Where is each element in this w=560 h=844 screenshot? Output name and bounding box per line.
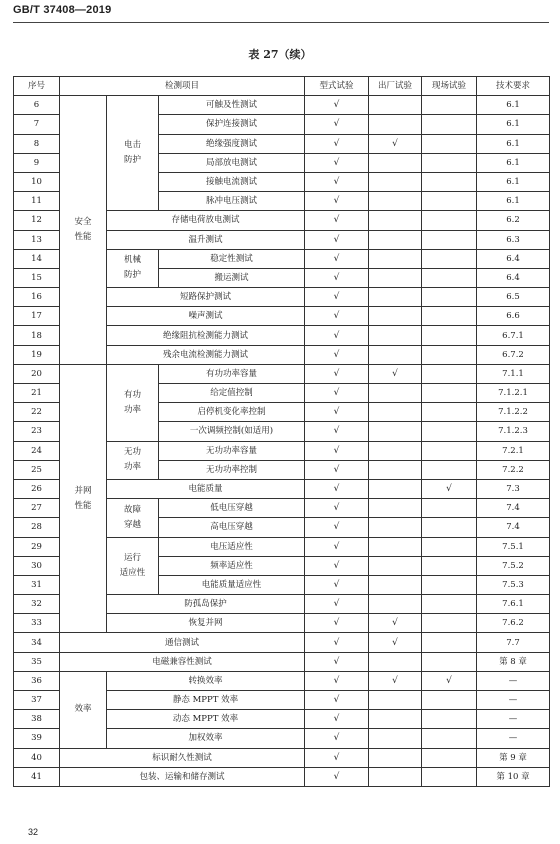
tech-requirement: 6.1 [477,96,550,115]
subgroup-label: 无功 功率 [107,441,159,479]
tech-requirement: 6.4 [477,268,550,287]
type-test-mark: √ [305,422,369,441]
test-item: 电压适应性 [159,537,305,556]
test-item: 转换效率 [107,671,305,690]
type-test-mark: √ [305,172,369,191]
factory-test-mark: √ [369,633,422,652]
test-item: 保护连接测试 [159,115,305,134]
factory-test-mark [369,729,422,748]
tech-requirement: 6.1 [477,172,550,191]
test-item: 通信测试 [60,633,305,652]
type-test-mark: √ [305,614,369,633]
tech-requirement: 6.3 [477,230,550,249]
factory-test-mark [369,268,422,287]
factory-test-mark [369,230,422,249]
test-items-table [13,76,550,787]
tech-requirement: 7.6.1 [477,595,550,614]
test-item: 残余电流检测能力测试 [107,345,305,364]
table-row [14,364,550,383]
field-test-mark [422,364,477,383]
row-number: 9 [14,153,60,172]
field-test-mark [422,153,477,172]
field-test-mark [422,499,477,518]
tech-requirement: 6.1 [477,192,550,211]
group-label: 效率 [60,671,107,748]
tech-requirement: 7.1.2.3 [477,422,550,441]
subgroup-label: 机械 防护 [107,249,159,287]
type-test-mark: √ [305,384,369,403]
factory-test-mark [369,441,422,460]
type-test-mark: √ [305,537,369,556]
type-test-mark: √ [305,307,369,326]
factory-test-mark: √ [369,614,422,633]
row-number: 15 [14,268,60,287]
field-test-mark [422,172,477,191]
field-test-mark [422,460,477,479]
field-test-mark [422,384,477,403]
field-test-mark [422,249,477,268]
factory-test-mark [369,691,422,710]
test-item: 电磁兼容性测试 [60,652,305,671]
test-item: 恢复并网 [107,614,305,633]
col-header-type-test: 型式试验 [305,77,369,96]
tech-requirement: — [477,729,550,748]
factory-test-mark [369,710,422,729]
tech-requirement: 第 9 章 [477,748,550,767]
row-number: 17 [14,307,60,326]
factory-test-mark [369,249,422,268]
type-test-mark: √ [305,518,369,537]
field-test-mark [422,710,477,729]
row-number: 29 [14,537,60,556]
type-test-mark: √ [305,633,369,652]
type-test-mark: √ [305,748,369,767]
factory-test-mark [369,307,422,326]
factory-test-mark [369,326,422,345]
type-test-mark: √ [305,575,369,594]
tech-requirement: 第 10 章 [477,767,550,786]
row-number: 23 [14,422,60,441]
test-item: 给定值控制 [159,384,305,403]
tech-requirement: 6.1 [477,134,550,153]
factory-test-mark: √ [369,134,422,153]
type-test-mark: √ [305,499,369,518]
factory-test-mark [369,172,422,191]
field-test-mark [422,115,477,134]
col-header-factory-test: 出厂试验 [369,77,422,96]
type-test-mark: √ [305,364,369,383]
field-test-mark [422,403,477,422]
test-item: 噪声测试 [107,307,305,326]
group-label: 安全 性能 [60,96,107,365]
subgroup-label: 故障 穿越 [107,499,159,537]
row-number: 35 [14,652,60,671]
type-test-mark: √ [305,691,369,710]
field-test-mark [422,422,477,441]
tech-requirement: 6.2 [477,211,550,230]
row-number: 30 [14,556,60,575]
factory-test-mark [369,192,422,211]
table-row [14,96,550,115]
tech-requirement: 6.5 [477,288,550,307]
tech-requirement: 7.3 [477,479,550,498]
field-test-mark [422,748,477,767]
field-test-mark [422,595,477,614]
test-item: 脉冲电压测试 [159,192,305,211]
factory-test-mark [369,595,422,614]
row-number: 20 [14,364,60,383]
type-test-mark: √ [305,479,369,498]
tech-requirement: 7.5.3 [477,575,550,594]
field-test-mark: √ [422,671,477,690]
row-number: 31 [14,575,60,594]
test-item: 高电压穿越 [159,518,305,537]
row-number: 33 [14,614,60,633]
field-test-mark [422,211,477,230]
row-number: 32 [14,595,60,614]
tech-requirement: — [477,671,550,690]
factory-test-mark: √ [369,364,422,383]
col-header-tech-req: 技术要求 [477,77,550,96]
test-item: 电能质量适应性 [159,575,305,594]
factory-test-mark [369,211,422,230]
field-test-mark [422,767,477,786]
row-number: 10 [14,172,60,191]
row-number: 34 [14,633,60,652]
row-number: 11 [14,192,60,211]
type-test-mark: √ [305,652,369,671]
tech-requirement: 7.5.1 [477,537,550,556]
standard-code: GB/T 37408—2019 [13,4,112,16]
table-caption: 表 27（续） [248,48,312,61]
row-number: 36 [14,671,60,690]
field-test-mark [422,518,477,537]
type-test-mark: √ [305,767,369,786]
test-item: 无功功率控制 [159,460,305,479]
factory-test-mark [369,153,422,172]
field-test-mark [422,326,477,345]
field-test-mark [422,134,477,153]
subgroup-label: 运行 适应性 [107,537,159,595]
test-item: 低电压穿越 [159,499,305,518]
field-test-mark [422,192,477,211]
factory-test-mark [369,460,422,479]
factory-test-mark [369,96,422,115]
row-number: 25 [14,460,60,479]
test-item: 有功功率容量 [159,364,305,383]
type-test-mark: √ [305,441,369,460]
field-test-mark [422,307,477,326]
header-row [14,77,550,96]
field-test-mark: √ [422,479,477,498]
test-item: 防孤岛保护 [107,595,305,614]
test-item: 标识耐久性测试 [60,748,305,767]
row-number: 26 [14,479,60,498]
tech-requirement: 7.7 [477,633,550,652]
type-test-mark: √ [305,595,369,614]
row-number: 8 [14,134,60,153]
test-item: 局部放电测试 [159,153,305,172]
field-test-mark [422,729,477,748]
row-number: 19 [14,345,60,364]
row-number: 39 [14,729,60,748]
test-item: 稳定性测试 [159,249,305,268]
type-test-mark: √ [305,268,369,287]
row-number: 40 [14,748,60,767]
col-header-item: 检测项目 [60,77,305,96]
type-test-mark: √ [305,729,369,748]
row-number: 7 [14,115,60,134]
tech-requirement: 6.7.2 [477,345,550,364]
type-test-mark: √ [305,710,369,729]
test-item: 可触及性测试 [159,96,305,115]
test-item: 搬运测试 [159,268,305,287]
test-item: 动态 MPPT 效率 [107,710,305,729]
factory-test-mark [369,575,422,594]
tech-requirement: — [477,710,550,729]
type-test-mark: √ [305,671,369,690]
type-test-mark: √ [305,134,369,153]
row-number: 22 [14,403,60,422]
type-test-mark: √ [305,211,369,230]
table-row [14,748,550,767]
field-test-mark [422,288,477,307]
header-divider [13,22,549,23]
factory-test-mark [369,767,422,786]
factory-test-mark [369,403,422,422]
type-test-mark: √ [305,460,369,479]
row-number: 41 [14,767,60,786]
row-number: 16 [14,288,60,307]
factory-test-mark [369,288,422,307]
type-test-mark: √ [305,556,369,575]
factory-test-mark [369,384,422,403]
row-number: 24 [14,441,60,460]
test-item: 绝缘强度测试 [159,134,305,153]
type-test-mark: √ [305,96,369,115]
test-item: 一次调频控制(如适用) [159,422,305,441]
field-test-mark [422,614,477,633]
factory-test-mark [369,499,422,518]
tech-requirement: 7.1.2.1 [477,384,550,403]
table-row [14,767,550,786]
tech-requirement: 7.2.1 [477,441,550,460]
tech-requirement: 6.1 [477,153,550,172]
tech-requirement: 6.7.1 [477,326,550,345]
factory-test-mark [369,537,422,556]
type-test-mark: √ [305,403,369,422]
type-test-mark: √ [305,230,369,249]
factory-test-mark [369,748,422,767]
factory-test-mark [369,652,422,671]
field-test-mark [422,441,477,460]
tech-requirement: 7.1.2.2 [477,403,550,422]
factory-test-mark [369,115,422,134]
factory-test-mark [369,345,422,364]
test-item: 存储电荷放电测试 [107,211,305,230]
test-item: 加权效率 [107,729,305,748]
test-item: 启停机变化率控制 [159,403,305,422]
tech-requirement: 第 8 章 [477,652,550,671]
factory-test-mark: √ [369,671,422,690]
page-number: 32 [28,827,39,837]
factory-test-mark [369,556,422,575]
tech-requirement: 7.1.1 [477,364,550,383]
test-item: 接触电流测试 [159,172,305,191]
test-item: 绝缘阻抗检测能力测试 [107,326,305,345]
col-header-field-test: 现场试验 [422,77,477,96]
row-number: 21 [14,384,60,403]
table-row [14,671,550,690]
tech-requirement: 6.4 [477,249,550,268]
test-item: 包装、运输和储存测试 [60,767,305,786]
type-test-mark: √ [305,115,369,134]
row-number: 37 [14,691,60,710]
tech-requirement: 6.1 [477,115,550,134]
field-test-mark [422,537,477,556]
field-test-mark [422,230,477,249]
factory-test-mark [369,479,422,498]
tech-requirement: 6.6 [477,307,550,326]
table-row [14,633,550,652]
test-item: 温升测试 [107,230,305,249]
test-item: 静态 MPPT 效率 [107,691,305,710]
row-number: 27 [14,499,60,518]
type-test-mark: √ [305,326,369,345]
row-number: 38 [14,710,60,729]
factory-test-mark [369,518,422,537]
type-test-mark: √ [305,249,369,268]
field-test-mark [422,691,477,710]
tech-requirement: — [477,691,550,710]
row-number: 12 [14,211,60,230]
test-item: 无功功率容量 [159,441,305,460]
test-item: 短路保护测试 [107,288,305,307]
field-test-mark [422,268,477,287]
tech-requirement: 7.4 [477,499,550,518]
tech-requirement: 7.4 [477,518,550,537]
field-test-mark [422,575,477,594]
subgroup-label: 有功 功率 [107,364,159,441]
field-test-mark [422,96,477,115]
field-test-mark [422,345,477,364]
field-test-mark [422,556,477,575]
tech-requirement: 7.6.2 [477,614,550,633]
subgroup-label: 电击 防护 [107,96,159,211]
test-item: 电能质量 [107,479,305,498]
table-row [14,652,550,671]
type-test-mark: √ [305,192,369,211]
field-test-mark [422,633,477,652]
field-test-mark [422,652,477,671]
col-header-no: 序号 [14,77,60,96]
row-number: 13 [14,230,60,249]
factory-test-mark [369,422,422,441]
row-number: 18 [14,326,60,345]
type-test-mark: √ [305,153,369,172]
type-test-mark: √ [305,345,369,364]
row-number: 6 [14,96,60,115]
tech-requirement: 7.2.2 [477,460,550,479]
test-item: 频率适应性 [159,556,305,575]
tech-requirement: 7.5.2 [477,556,550,575]
row-number: 28 [14,518,60,537]
row-number: 14 [14,249,60,268]
type-test-mark: √ [305,288,369,307]
group-label: 并网 性能 [60,364,107,633]
